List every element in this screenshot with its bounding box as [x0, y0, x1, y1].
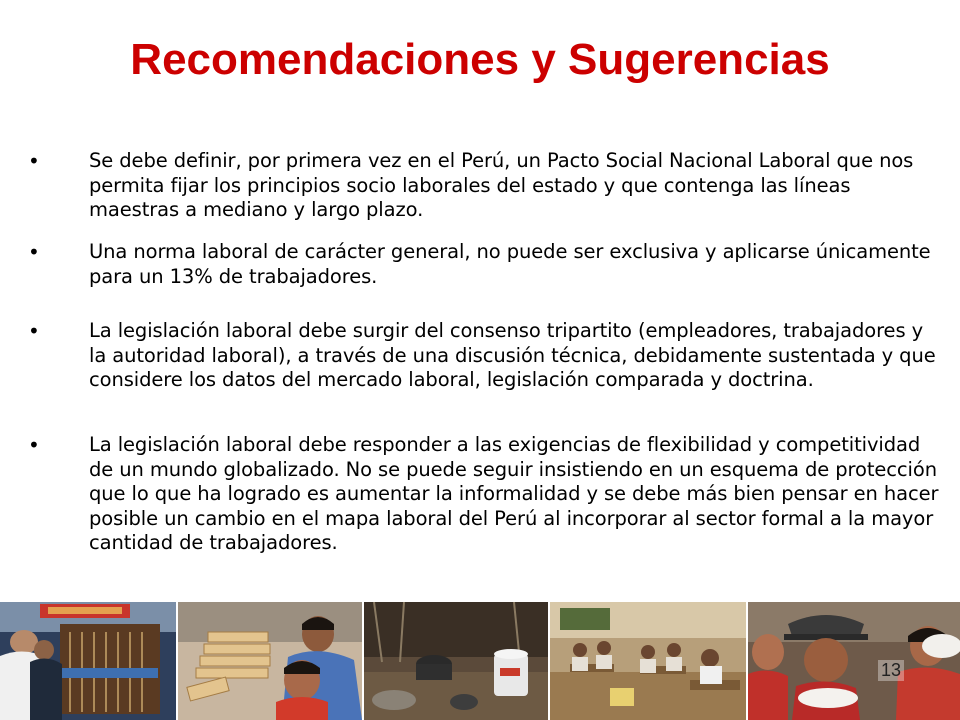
- bullet-text: La legislación laboral debe surgir del consenso tripartito (empleadores, trabajadores y la autoridad laboral), a través de una discusión técnica, debidamente sustentada y que considere los datos del mercado laboral, legislación comparada y doctrina.: [89, 319, 936, 391]
- children-eating-photo: [746, 602, 960, 720]
- bullet-marker: •: [28, 433, 40, 457]
- rural-kitchen-photo: [362, 602, 548, 720]
- bullet-marker: •: [28, 149, 40, 173]
- bullet-text: Se debe definir, por primera vez en el Perú, un Pacto Social Nacional Laboral que nos permita fijar los principios socio laborales del estado y que contenga las líneas maestras a mediano y largo plazo.: [89, 149, 914, 221]
- textile-workers-photo: [0, 602, 176, 720]
- photo-strip: [0, 602, 960, 720]
- classroom-students-photo: [548, 602, 746, 720]
- bullet-text: Una norma laboral de carácter general, no puede ser exclusiva y aplicarse únicamente para un 13% de trabajadores.: [89, 240, 931, 288]
- woodworking-family-photo: [176, 602, 362, 720]
- bullet-text: La legislación laboral debe responder a las exigencias de flexibilidad y competitividad de un mundo globalizado. No se puede seguir insistiendo en un esquema de protección que lo que ha logrado es aumentar la informalidad y se debe más bien pensar en hacer posible un cambio en el mapa laboral del Perú al incorporar al sector formal a la mayor cantidad de trabajadores.: [89, 433, 939, 554]
- bullet-marker: •: [28, 319, 40, 343]
- slide-title: Recomendaciones y Sugerencias: [130, 35, 830, 84]
- slide-number: 13: [878, 660, 904, 681]
- bullet-marker: •: [28, 240, 40, 264]
